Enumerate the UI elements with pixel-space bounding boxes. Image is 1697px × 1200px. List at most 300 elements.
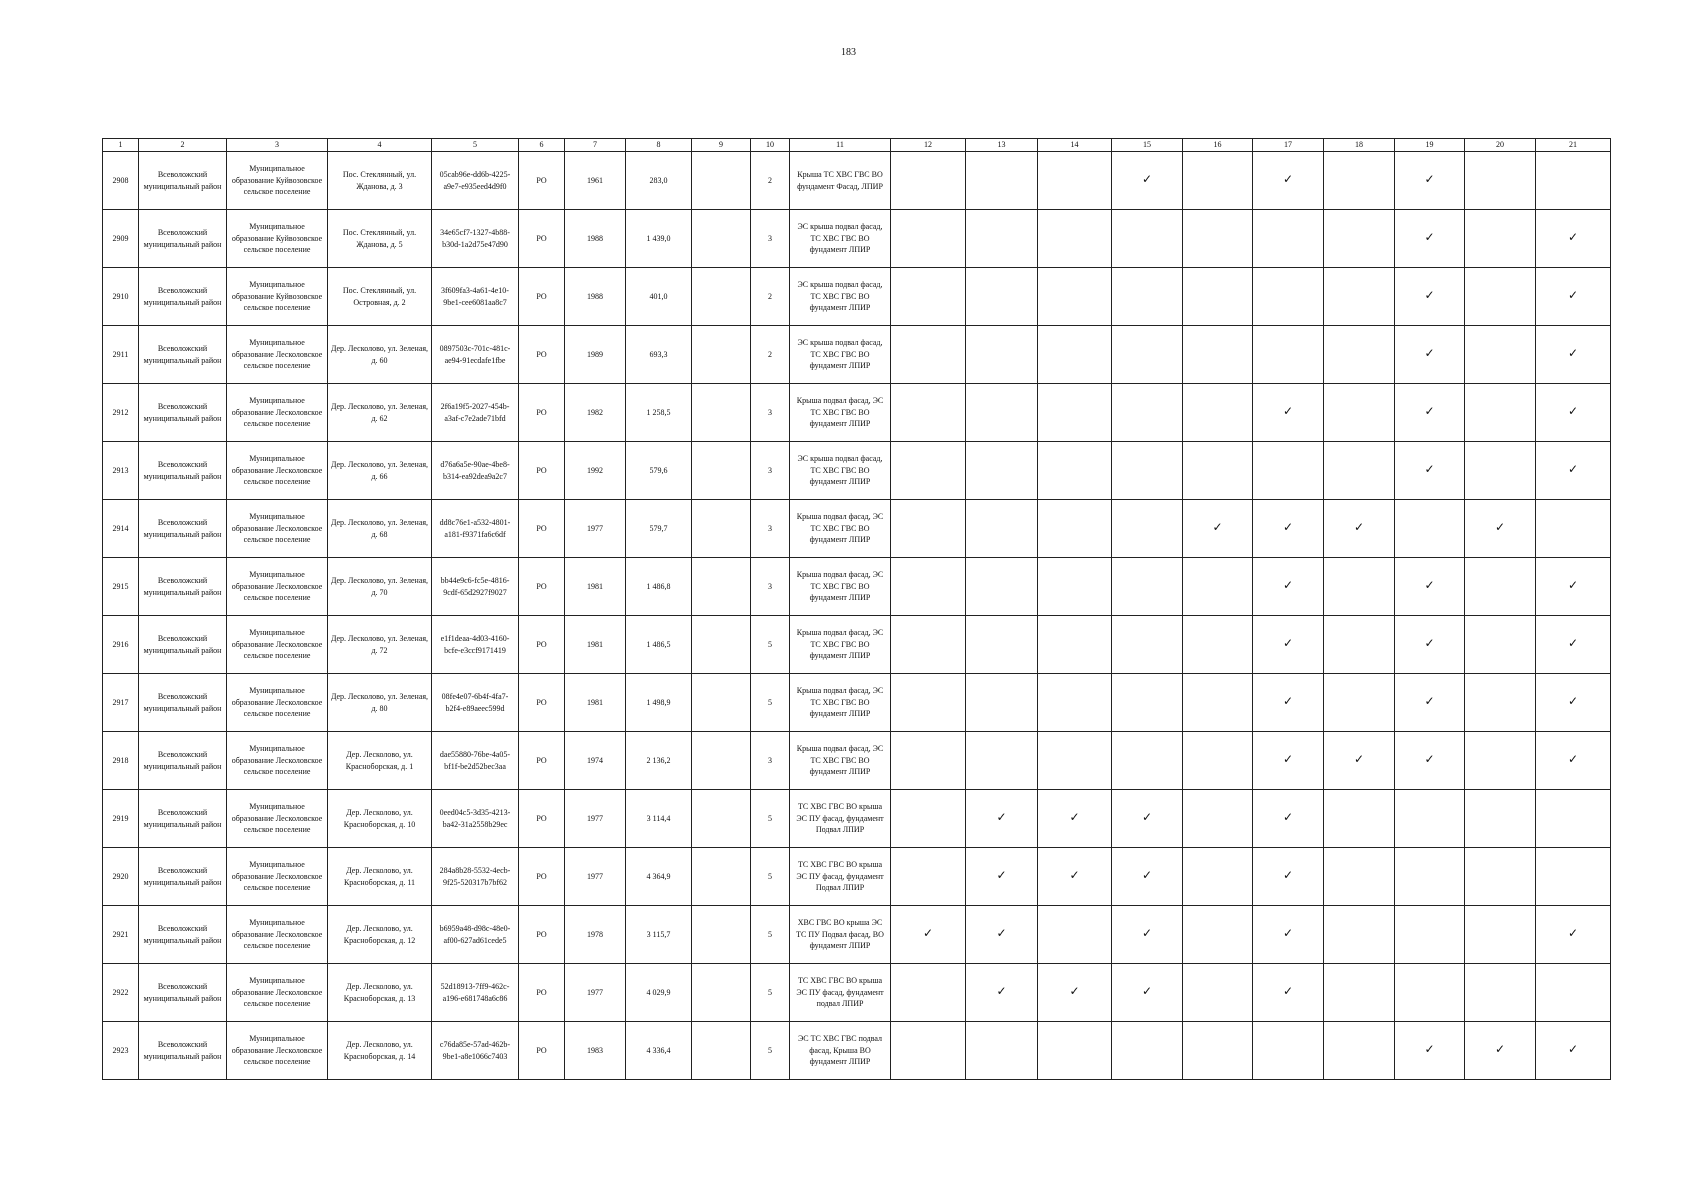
cell-col-15 bbox=[1112, 210, 1183, 268]
cell-works: ХВС ГВС ВО крыша ЭС ТС ПУ Подвал фасад, ВО фундамент ЛПИР bbox=[790, 906, 891, 964]
cell-address: Дер. Лесколово, ул. Красноборская, д. 12 bbox=[328, 906, 432, 964]
cell-area: 3 115,7 bbox=[626, 906, 692, 964]
checkmark-icon: ✓ bbox=[1424, 462, 1435, 477]
checkmark-icon: ✓ bbox=[1069, 984, 1080, 999]
cell-address: Дер. Лесколово, ул. Красноборская, д. 1 bbox=[328, 732, 432, 790]
cell-year: 1974 bbox=[565, 732, 626, 790]
cell-col-19 bbox=[1395, 268, 1465, 326]
table-row bbox=[103, 848, 1611, 906]
checkmark-icon: ✓ bbox=[1567, 752, 1579, 767]
cell-year: 1981 bbox=[565, 558, 626, 616]
cell-col-18 bbox=[1324, 616, 1395, 674]
cell-col-16 bbox=[1183, 674, 1253, 732]
cell-col-21 bbox=[1536, 906, 1611, 964]
table-row bbox=[103, 500, 1611, 558]
cell-municipality: Муниципальное образование Лесколовское сельское поселение bbox=[227, 384, 328, 442]
cell-row-number: 2911 bbox=[103, 326, 139, 384]
cell-year: 1977 bbox=[565, 964, 626, 1022]
checkmark-icon: ✓ bbox=[1567, 926, 1579, 941]
checkmark-icon: ✓ bbox=[1494, 520, 1506, 535]
checkmark-icon: ✓ bbox=[1567, 346, 1579, 361]
cell-col-15 bbox=[1112, 384, 1183, 442]
cell-year: 1983 bbox=[565, 1022, 626, 1080]
cell-col-20 bbox=[1465, 442, 1536, 500]
cell-row-number: 2910 bbox=[103, 268, 139, 326]
cell-col-13 bbox=[966, 790, 1038, 848]
table-row bbox=[103, 906, 1611, 964]
checkmark-icon: ✓ bbox=[1567, 1042, 1579, 1057]
cell-col-15 bbox=[1112, 500, 1183, 558]
cell-col-16 bbox=[1183, 326, 1253, 384]
cell-row-number: 2922 bbox=[103, 964, 139, 1022]
cell-type: РО bbox=[519, 1022, 565, 1080]
checkmark-icon: ✓ bbox=[996, 984, 1007, 999]
cell-floors: 5 bbox=[751, 1022, 790, 1080]
cell-col-18 bbox=[1324, 268, 1395, 326]
checkmark-icon: ✓ bbox=[1424, 636, 1435, 651]
checkmark-icon: ✓ bbox=[996, 868, 1007, 883]
cell-area: 401,0 bbox=[626, 268, 692, 326]
cell-col-9 bbox=[692, 906, 751, 964]
cell-row-number: 2920 bbox=[103, 848, 139, 906]
cell-col-18 bbox=[1324, 500, 1395, 558]
cell-col-20 bbox=[1465, 964, 1536, 1022]
cell-floors: 5 bbox=[751, 964, 790, 1022]
cell-col-13 bbox=[966, 674, 1038, 732]
cell-col-14 bbox=[1038, 848, 1112, 906]
cell-col-14 bbox=[1038, 268, 1112, 326]
cell-area: 4 029,9 bbox=[626, 964, 692, 1022]
cell-floors: 3 bbox=[751, 442, 790, 500]
cell-year: 1988 bbox=[565, 268, 626, 326]
column-header: 17 bbox=[1253, 139, 1324, 152]
cell-col-14 bbox=[1038, 558, 1112, 616]
checkmark-icon: ✓ bbox=[1069, 810, 1080, 825]
cell-address: Дер. Лесколово, ул. Зеленая, д. 68 bbox=[328, 500, 432, 558]
cell-col-13 bbox=[966, 1022, 1038, 1080]
cell-district: Всеволожский муниципальный район bbox=[139, 906, 227, 964]
cell-col-19 bbox=[1395, 964, 1465, 1022]
cell-col-20 bbox=[1465, 674, 1536, 732]
cell-area: 693,3 bbox=[626, 326, 692, 384]
cell-col-20 bbox=[1465, 268, 1536, 326]
checkmark-icon: ✓ bbox=[1424, 172, 1435, 187]
cell-col-9 bbox=[692, 558, 751, 616]
cell-address: Дер. Лесколово, ул. Зеленая, д. 60 bbox=[328, 326, 432, 384]
cell-col-15 bbox=[1112, 906, 1183, 964]
cell-works: ЭС крыша подвал фасад, ТС ХВС ГВС ВО фундамент ЛПИР bbox=[790, 268, 891, 326]
cell-address: Дер. Лесколово, ул. Зеленая, д. 66 bbox=[328, 442, 432, 500]
cell-col-9 bbox=[692, 210, 751, 268]
cell-floors: 2 bbox=[751, 326, 790, 384]
checkmark-icon: ✓ bbox=[1353, 752, 1365, 767]
cell-col-9 bbox=[692, 790, 751, 848]
cell-col-16 bbox=[1183, 964, 1253, 1022]
cell-col-14 bbox=[1038, 906, 1112, 964]
table-row bbox=[103, 964, 1611, 1022]
cell-address: Дер. Лесколово, ул. Красноборская, д. 14 bbox=[328, 1022, 432, 1080]
cell-col-19 bbox=[1395, 152, 1465, 210]
cell-row-number: 2921 bbox=[103, 906, 139, 964]
cell-works: Крыша ТС ХВС ГВС ВО фундамент Фасад, ЛПИР bbox=[790, 152, 891, 210]
cell-area: 3 114,4 bbox=[626, 790, 692, 848]
cell-works: Крыша подвал фасад, ЭС ТС ХВС ГВС ВО фундамент ЛПИР bbox=[790, 558, 891, 616]
checkmark-icon: ✓ bbox=[1282, 984, 1294, 999]
cell-col-14 bbox=[1038, 1022, 1112, 1080]
cell-floors: 3 bbox=[751, 732, 790, 790]
cell-col-13 bbox=[966, 442, 1038, 500]
cell-municipality: Муниципальное образование Лесколовское сельское поселение bbox=[227, 1022, 328, 1080]
cell-col-19 bbox=[1395, 326, 1465, 384]
cell-house-guid: dd8c76e1-a532-4801-a181-f9371fa6c6df bbox=[432, 500, 519, 558]
checkmark-icon: ✓ bbox=[1424, 346, 1435, 361]
cell-col-20 bbox=[1465, 152, 1536, 210]
cell-type: РО bbox=[519, 442, 565, 500]
cell-col-12 bbox=[891, 268, 966, 326]
cell-col-9 bbox=[692, 848, 751, 906]
cell-area: 1 486,8 bbox=[626, 558, 692, 616]
cell-col-12 bbox=[891, 210, 966, 268]
cell-col-14 bbox=[1038, 442, 1112, 500]
cell-col-13 bbox=[966, 152, 1038, 210]
cell-district: Всеволожский муниципальный район bbox=[139, 152, 227, 210]
cell-col-19 bbox=[1395, 674, 1465, 732]
cell-district: Всеволожский муниципальный район bbox=[139, 558, 227, 616]
cell-type: РО bbox=[519, 558, 565, 616]
cell-col-20 bbox=[1465, 210, 1536, 268]
column-header: 11 bbox=[790, 139, 891, 152]
header-row bbox=[103, 139, 1611, 152]
cell-col-14 bbox=[1038, 964, 1112, 1022]
column-header: 2 bbox=[139, 139, 227, 152]
cell-address: Пос. Стеклянный, ул. Жданова, д. 5 bbox=[328, 210, 432, 268]
cell-works: ТС ХВС ГВС ВО крыша ЭС ПУ фасад, фундамент Подвал ЛПИР bbox=[790, 790, 891, 848]
table-row bbox=[103, 268, 1611, 326]
table-row bbox=[103, 384, 1611, 442]
cell-house-guid: 34e65cf7-1327-4b88-b30d-1a2d75e47d90 bbox=[432, 210, 519, 268]
cell-col-17 bbox=[1253, 616, 1324, 674]
checkmark-icon: ✓ bbox=[1141, 984, 1153, 999]
cell-house-guid: 52d18913-7ff9-462c-a196-e681748a6c86 bbox=[432, 964, 519, 1022]
table-row bbox=[103, 152, 1611, 210]
cell-municipality: Муниципальное образование Лесколовское сельское поселение bbox=[227, 732, 328, 790]
cell-col-20 bbox=[1465, 790, 1536, 848]
table-row bbox=[103, 616, 1611, 674]
cell-house-guid: b6959a48-d98c-48e0-af00-627ad61cede5 bbox=[432, 906, 519, 964]
cell-col-13 bbox=[966, 732, 1038, 790]
cell-col-20 bbox=[1465, 326, 1536, 384]
cell-col-18 bbox=[1324, 558, 1395, 616]
cell-house-guid: 08fe4e07-6b4f-4fa7-b2f4-e89aeec599d bbox=[432, 674, 519, 732]
cell-col-19 bbox=[1395, 384, 1465, 442]
cell-col-14 bbox=[1038, 616, 1112, 674]
cell-col-15 bbox=[1112, 674, 1183, 732]
cell-floors: 3 bbox=[751, 384, 790, 442]
cell-type: РО bbox=[519, 616, 565, 674]
checkmark-icon: ✓ bbox=[1567, 462, 1579, 477]
cell-col-12 bbox=[891, 152, 966, 210]
cell-col-16 bbox=[1183, 442, 1253, 500]
cell-col-17 bbox=[1253, 848, 1324, 906]
cell-municipality: Муниципальное образование Куйвозовское сельское поселение bbox=[227, 268, 328, 326]
checkmark-icon: ✓ bbox=[1282, 636, 1294, 651]
cell-district: Всеволожский муниципальный район bbox=[139, 1022, 227, 1080]
column-header: 8 bbox=[626, 139, 692, 152]
checkmark-icon: ✓ bbox=[1424, 752, 1435, 767]
cell-area: 4 336,4 bbox=[626, 1022, 692, 1080]
cell-house-guid: e1f1deaa-4d03-4160-bcfe-e3ccf9171419 bbox=[432, 616, 519, 674]
cell-district: Всеволожский муниципальный район bbox=[139, 616, 227, 674]
cell-district: Всеволожский муниципальный район bbox=[139, 732, 227, 790]
cell-col-20 bbox=[1465, 732, 1536, 790]
cell-district: Всеволожский муниципальный район bbox=[139, 442, 227, 500]
cell-col-19 bbox=[1395, 906, 1465, 964]
cell-col-15 bbox=[1112, 1022, 1183, 1080]
cell-col-13 bbox=[966, 326, 1038, 384]
cell-col-16 bbox=[1183, 210, 1253, 268]
cell-col-14 bbox=[1038, 384, 1112, 442]
checkmark-icon: ✓ bbox=[1282, 404, 1294, 419]
cell-area: 4 364,9 bbox=[626, 848, 692, 906]
cell-col-12 bbox=[891, 1022, 966, 1080]
cell-address: Пос. Стеклянный, ул. Жданова, д. 3 bbox=[328, 152, 432, 210]
cell-col-15 bbox=[1112, 616, 1183, 674]
cell-district: Всеволожский муниципальный район bbox=[139, 848, 227, 906]
registry-body bbox=[103, 152, 1611, 1080]
cell-area: 579,7 bbox=[626, 500, 692, 558]
cell-col-12 bbox=[891, 906, 966, 964]
cell-col-16 bbox=[1183, 268, 1253, 326]
cell-municipality: Муниципальное образование Лесколовское сельское поселение bbox=[227, 558, 328, 616]
column-header: 20 bbox=[1465, 139, 1536, 152]
cell-works: Крыша подвал фасад, ЭС ТС ХВС ГВС ВО фундамент ЛПИР bbox=[790, 616, 891, 674]
cell-type: РО bbox=[519, 848, 565, 906]
cell-col-17 bbox=[1253, 152, 1324, 210]
cell-area: 579,6 bbox=[626, 442, 692, 500]
cell-col-13 bbox=[966, 964, 1038, 1022]
cell-col-17 bbox=[1253, 326, 1324, 384]
cell-col-21 bbox=[1536, 268, 1611, 326]
checkmark-icon: ✓ bbox=[1282, 868, 1294, 883]
cell-year: 1977 bbox=[565, 790, 626, 848]
cell-type: РО bbox=[519, 732, 565, 790]
checkmark-icon: ✓ bbox=[996, 810, 1007, 825]
cell-row-number: 2917 bbox=[103, 674, 139, 732]
cell-col-17 bbox=[1253, 210, 1324, 268]
cell-col-19 bbox=[1395, 442, 1465, 500]
cell-col-20 bbox=[1465, 848, 1536, 906]
cell-col-17 bbox=[1253, 500, 1324, 558]
cell-col-14 bbox=[1038, 152, 1112, 210]
cell-floors: 2 bbox=[751, 152, 790, 210]
column-header: 10 bbox=[751, 139, 790, 152]
cell-year: 1977 bbox=[565, 500, 626, 558]
cell-municipality: Муниципальное образование Куйвозовское сельское поселение bbox=[227, 210, 328, 268]
cell-type: РО bbox=[519, 326, 565, 384]
cell-col-14 bbox=[1038, 500, 1112, 558]
cell-col-9 bbox=[692, 674, 751, 732]
checkmark-icon: ✓ bbox=[1282, 810, 1294, 825]
cell-district: Всеволожский муниципальный район bbox=[139, 268, 227, 326]
cell-col-20 bbox=[1465, 500, 1536, 558]
cell-col-21 bbox=[1536, 326, 1611, 384]
cell-col-13 bbox=[966, 500, 1038, 558]
checkmark-icon: ✓ bbox=[1282, 578, 1294, 593]
cell-municipality: Муниципальное образование Лесколовское сельское поселение bbox=[227, 848, 328, 906]
cell-col-21 bbox=[1536, 384, 1611, 442]
cell-col-16 bbox=[1183, 1022, 1253, 1080]
cell-col-19 bbox=[1395, 616, 1465, 674]
cell-district: Всеволожский муниципальный район bbox=[139, 326, 227, 384]
page-number: 183 bbox=[841, 47, 856, 58]
checkmark-icon: ✓ bbox=[1141, 926, 1153, 941]
cell-col-15 bbox=[1112, 442, 1183, 500]
checkmark-icon: ✓ bbox=[1567, 636, 1579, 651]
cell-col-9 bbox=[692, 732, 751, 790]
checkmark-icon: ✓ bbox=[1212, 520, 1223, 535]
cell-col-12 bbox=[891, 500, 966, 558]
cell-col-12 bbox=[891, 848, 966, 906]
cell-floors: 3 bbox=[751, 210, 790, 268]
cell-col-18 bbox=[1324, 1022, 1395, 1080]
cell-house-guid: dae55880-76be-4a05-bf1f-be2d52bec3aa bbox=[432, 732, 519, 790]
checkmark-icon: ✓ bbox=[1567, 288, 1579, 303]
column-header: 16 bbox=[1183, 139, 1253, 152]
cell-col-12 bbox=[891, 326, 966, 384]
checkmark-icon: ✓ bbox=[1424, 694, 1435, 709]
cell-works: ТС ХВС ГВС ВО крыша ЭС ПУ фасад, фундамент подвал ЛПИР bbox=[790, 964, 891, 1022]
cell-year: 1961 bbox=[565, 152, 626, 210]
cell-col-14 bbox=[1038, 210, 1112, 268]
cell-col-18 bbox=[1324, 442, 1395, 500]
cell-type: РО bbox=[519, 500, 565, 558]
table-row bbox=[103, 558, 1611, 616]
cell-col-15 bbox=[1112, 732, 1183, 790]
cell-col-15 bbox=[1112, 848, 1183, 906]
cell-col-17 bbox=[1253, 964, 1324, 1022]
cell-col-9 bbox=[692, 152, 751, 210]
cell-col-12 bbox=[891, 790, 966, 848]
cell-municipality: Муниципальное образование Лесколовское сельское поселение bbox=[227, 326, 328, 384]
cell-district: Всеволожский муниципальный район bbox=[139, 500, 227, 558]
cell-row-number: 2918 bbox=[103, 732, 139, 790]
column-header: 1 bbox=[103, 139, 139, 152]
cell-col-20 bbox=[1465, 1022, 1536, 1080]
cell-col-12 bbox=[891, 674, 966, 732]
cell-col-21 bbox=[1536, 442, 1611, 500]
cell-floors: 5 bbox=[751, 616, 790, 674]
cell-municipality: Муниципальное образование Лесколовское сельское поселение bbox=[227, 906, 328, 964]
cell-row-number: 2923 bbox=[103, 1022, 139, 1080]
cell-col-19 bbox=[1395, 1022, 1465, 1080]
column-header: 19 bbox=[1395, 139, 1465, 152]
cell-type: РО bbox=[519, 384, 565, 442]
cell-col-16 bbox=[1183, 906, 1253, 964]
checkmark-icon: ✓ bbox=[1424, 288, 1435, 303]
checkmark-icon: ✓ bbox=[1141, 172, 1153, 187]
cell-municipality: Муниципальное образование Лесколовское сельское поселение bbox=[227, 500, 328, 558]
cell-row-number: 2909 bbox=[103, 210, 139, 268]
cell-works: ЭС крыша подвал фасад, ТС ХВС ГВС ВО фундамент ЛПИР bbox=[790, 442, 891, 500]
cell-col-19 bbox=[1395, 732, 1465, 790]
cell-district: Всеволожский муниципальный район bbox=[139, 964, 227, 1022]
cell-col-20 bbox=[1465, 384, 1536, 442]
cell-col-15 bbox=[1112, 558, 1183, 616]
cell-col-12 bbox=[891, 732, 966, 790]
cell-floors: 2 bbox=[751, 268, 790, 326]
checkmark-icon: ✓ bbox=[1424, 1042, 1435, 1057]
cell-col-21 bbox=[1536, 152, 1611, 210]
checkmark-icon: ✓ bbox=[1494, 1042, 1506, 1057]
cell-col-18 bbox=[1324, 326, 1395, 384]
column-header: 3 bbox=[227, 139, 328, 152]
cell-col-21 bbox=[1536, 558, 1611, 616]
cell-floors: 5 bbox=[751, 848, 790, 906]
cell-type: РО bbox=[519, 268, 565, 326]
cell-col-12 bbox=[891, 616, 966, 674]
cell-col-14 bbox=[1038, 790, 1112, 848]
table-row bbox=[103, 732, 1611, 790]
cell-house-guid: 0897503c-701c-481c-ae94-91ecdafe1fbe bbox=[432, 326, 519, 384]
checkmark-icon: ✓ bbox=[1424, 404, 1435, 419]
cell-area: 2 136,2 bbox=[626, 732, 692, 790]
cell-year: 1992 bbox=[565, 442, 626, 500]
cell-col-21 bbox=[1536, 790, 1611, 848]
column-header: 9 bbox=[692, 139, 751, 152]
cell-col-19 bbox=[1395, 500, 1465, 558]
cell-col-19 bbox=[1395, 848, 1465, 906]
cell-municipality: Муниципальное образование Лесколовское сельское поселение bbox=[227, 964, 328, 1022]
cell-row-number: 2916 bbox=[103, 616, 139, 674]
cell-col-9 bbox=[692, 326, 751, 384]
cell-house-guid: 2f6a19f5-2027-454b-a3af-c7e2ade71bfd bbox=[432, 384, 519, 442]
cell-year: 1989 bbox=[565, 326, 626, 384]
table-row bbox=[103, 326, 1611, 384]
cell-floors: 3 bbox=[751, 558, 790, 616]
cell-col-12 bbox=[891, 964, 966, 1022]
cell-works: Крыша подвал фасад, ЭС ТС ХВС ГВС ВО фундамент ЛПИР bbox=[790, 732, 891, 790]
cell-col-18 bbox=[1324, 790, 1395, 848]
cell-house-guid: 3f609fa3-4a61-4e10-9be1-cee6081aa8c7 bbox=[432, 268, 519, 326]
column-header: 5 bbox=[432, 139, 519, 152]
cell-floors: 5 bbox=[751, 906, 790, 964]
cell-house-guid: 0eed04c5-3d35-4213-ba42-31a2558b29ec bbox=[432, 790, 519, 848]
column-header: 7 bbox=[565, 139, 626, 152]
column-header: 6 bbox=[519, 139, 565, 152]
cell-col-21 bbox=[1536, 674, 1611, 732]
cell-row-number: 2913 bbox=[103, 442, 139, 500]
cell-col-14 bbox=[1038, 732, 1112, 790]
cell-works: Крыша подвал фасад, ЭС ТС ХВС ГВС ВО фундамент ЛПИР bbox=[790, 500, 891, 558]
cell-area: 283,0 bbox=[626, 152, 692, 210]
cell-address: Пос. Стеклянный, ул. Островная, д. 2 bbox=[328, 268, 432, 326]
cell-col-20 bbox=[1465, 558, 1536, 616]
cell-district: Всеволожский муниципальный район bbox=[139, 790, 227, 848]
column-header: 4 bbox=[328, 139, 432, 152]
cell-col-15 bbox=[1112, 790, 1183, 848]
cell-col-13 bbox=[966, 268, 1038, 326]
cell-col-17 bbox=[1253, 674, 1324, 732]
cell-col-19 bbox=[1395, 558, 1465, 616]
cell-col-9 bbox=[692, 1022, 751, 1080]
cell-col-16 bbox=[1183, 558, 1253, 616]
cell-municipality: Муниципальное образование Лесколовское сельское поселение bbox=[227, 790, 328, 848]
cell-col-14 bbox=[1038, 326, 1112, 384]
cell-address: Дер. Лесколово, ул. Красноборская, д. 13 bbox=[328, 964, 432, 1022]
cell-col-21 bbox=[1536, 848, 1611, 906]
cell-col-9 bbox=[692, 268, 751, 326]
cell-col-18 bbox=[1324, 848, 1395, 906]
